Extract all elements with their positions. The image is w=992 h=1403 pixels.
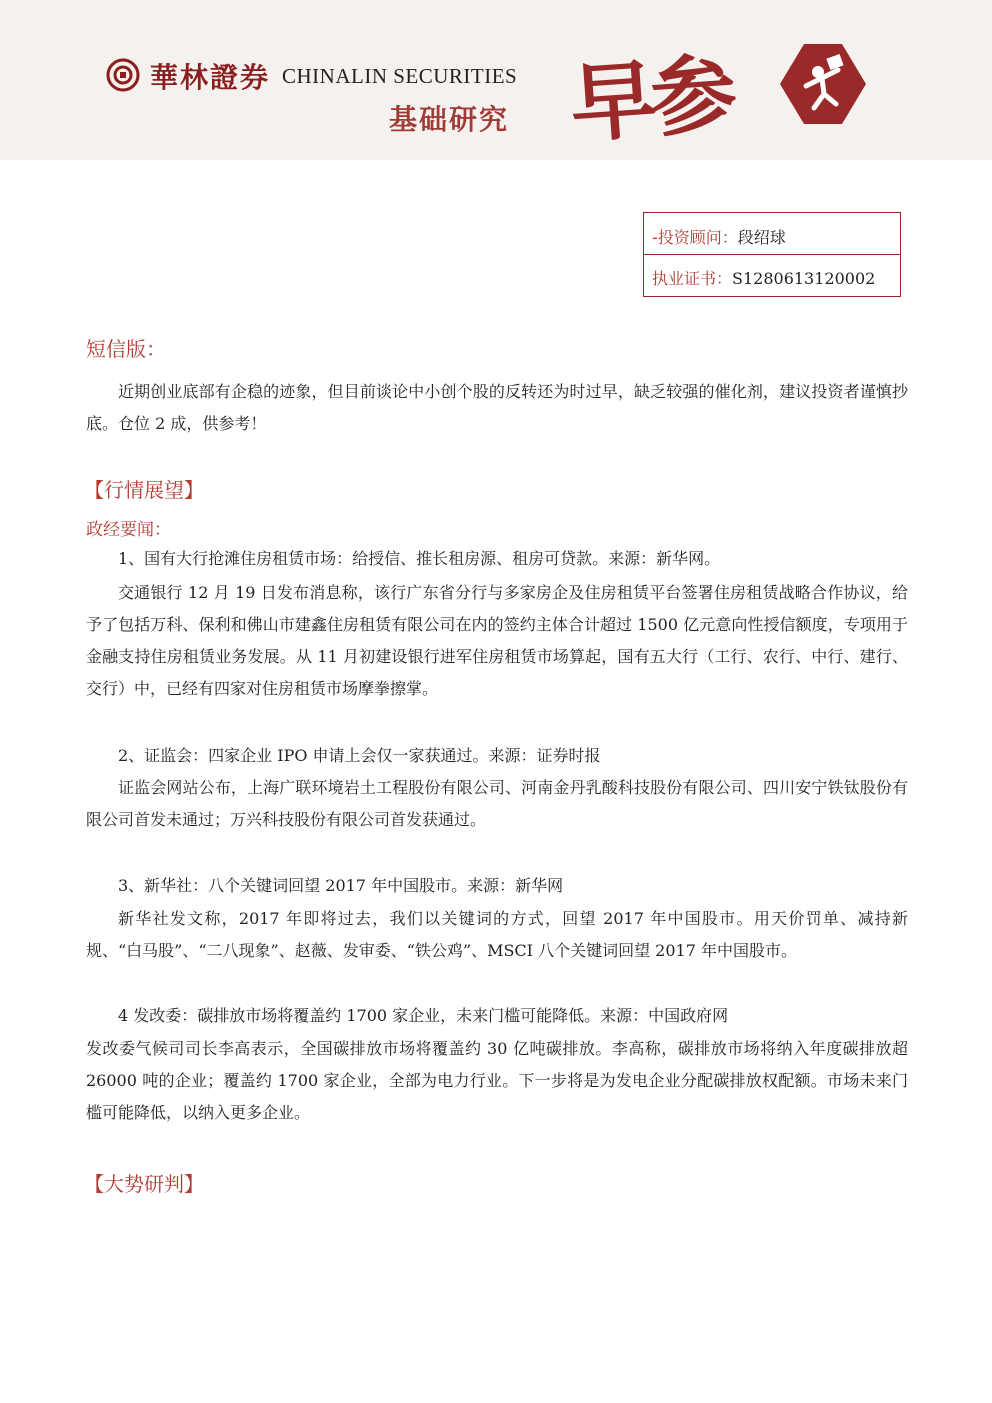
news-item-title: 4 发改委：碳排放市场将覆盖约 1700 家企业，未来门槛可能降低。来源：中国政府网 [118,1006,729,1025]
brand-name-cn: 華林證券 [150,61,271,94]
news-item-title: 2、证监会：四家企业 IPO 申请上会仅一家获通过。来源：证券时报 [118,746,601,765]
outlook-heading: 【行情展望】 [84,478,204,502]
news-item-body: 证监会网站公布，上海广联环境岩土工程股份有限公司、河南金丹乳酸科技股份有限公司、四川安宁铁钛股份有限公司首发未通过；万兴科技股份有限公司首发获通过。 [86,778,908,829]
cert-label: 执业证书： [652,269,733,288]
trend-heading: 【大势研判】 [84,1172,204,1196]
sms-text: 近期创业底部有企稳的迹象，但目前谈论中小创个股的反转还为时过早，缺乏较强的催化剂，建议投资者谨慎抄底。仓位 2 成，供参考！ [86,382,908,433]
news-item-body: 发改委气候司司长李高表示，全国碳排放市场将覆盖约 30 亿吨碳排放。李高称，碳排放市场将纳入年度碳排放超 26000 吨的企业；覆盖约 1700 家企业，全部为电力行业。下一步将是为发电企业分配碳排放权配额。市场未来门槛可能降低，以纳入更多企业。 [86,1039,908,1122]
sms-heading: 短信版： [86,337,166,361]
emblem-icon [778,42,868,126]
header-subtitle: 基础研究 [389,103,510,136]
cert-number: S1280613120002 [732,269,876,288]
news-item-title: 3、新华社：八个关键词回望 2017 年中国股市。来源：新华网 [118,876,564,895]
advisor-row [652,225,786,248]
cert-row [652,266,875,289]
news-item-body: 交通银行 12 月 19 日发布消息称，该行广东省分行与多家房企及住房租赁平台签署住房租赁战略合作协议，给予了包括万科、保利和佛山市建鑫住房租赁有限公司在内的签约主体合计超过 1500 亿元意向性授信额度，专项用于金融支持住房租赁业务发展。从 11 月初建设银行进军住房租赁市场算起，国有五大行（工行、农行、中行、建行、交行）中，已经有四家对住房租赁市场摩拳擦掌。 [86,583,908,698]
advisor-box [643,212,901,297]
news-subheading: 政经要闻： [86,520,171,540]
brand-name-en: CHINALIN SECURITIES [282,64,518,88]
advisor-label: -投资顾问： [652,228,738,247]
logo-icon [106,58,140,92]
report-title: 早参 [567,43,734,156]
news-item-body: 新华社发文称，2017 年即将过去，我们以关键词的方式，回望 2017 年中国股市。用天价罚单、减持新规、“白马股”、“二八现象”、赵薇、发审委、“铁公鸡”、MSCI 八个关键词回望 2017 年中国股市。 [86,909,908,960]
advisor-name: 段绍球 [737,228,786,247]
news-item-title: 1、国有大行抢滩住房租赁市场：给授信、推长租房源、租房可贷款。来源：新华网。 [118,549,721,568]
advisor-divider [644,254,900,255]
